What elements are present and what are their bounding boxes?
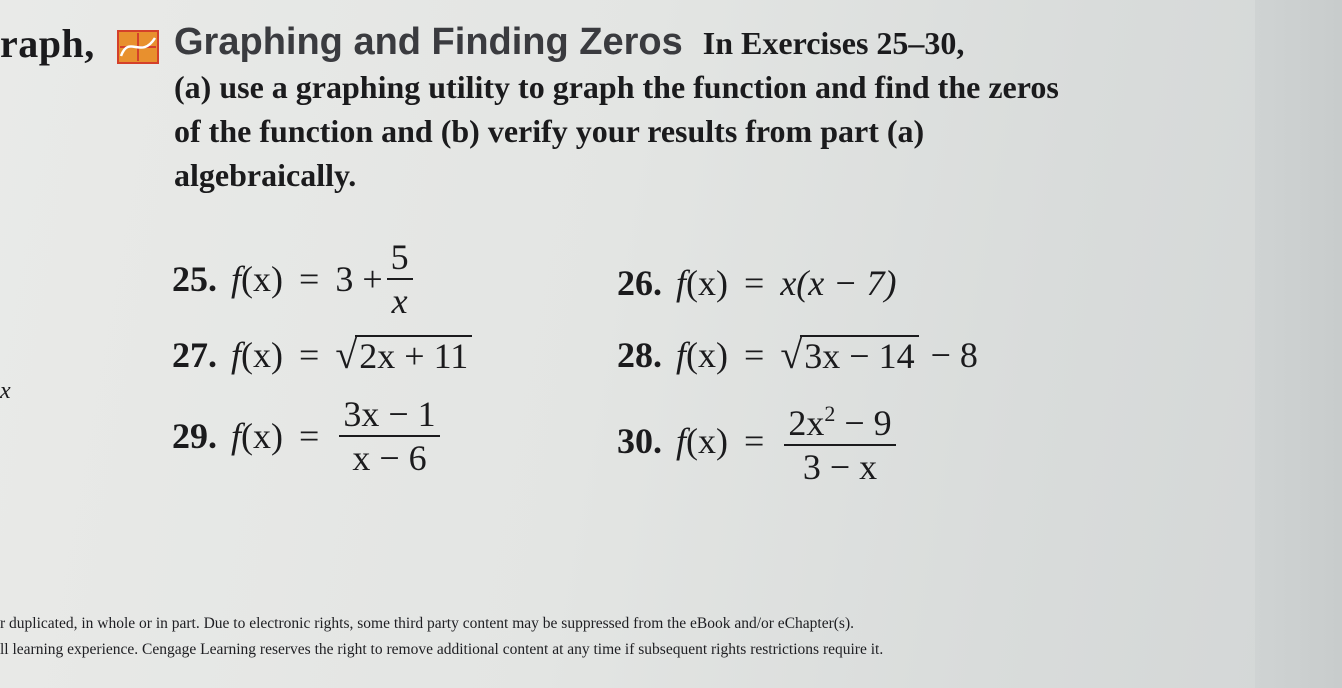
exercise-number: 29.: [172, 416, 217, 456]
trailing-term: − 8: [930, 335, 978, 375]
radical-sign: √: [335, 332, 358, 377]
numerator: [784, 395, 895, 446]
function-name: f: [231, 416, 242, 456]
numerator: 5: [387, 238, 413, 280]
denominator: x − 6: [352, 438, 427, 478]
copyright-notice: [0, 611, 1255, 663]
function-argument: (x): [241, 335, 283, 375]
page-edge: [1255, 0, 1342, 688]
denominator: x: [391, 281, 408, 321]
exercise-instructions: [174, 20, 1074, 197]
exercise-25: [172, 238, 417, 320]
function-name: f: [676, 335, 687, 375]
function-name: f: [676, 420, 687, 461]
function-name: f: [231, 259, 242, 299]
margin-variable: x: [0, 378, 11, 404]
numerator: 3x − 1: [339, 395, 439, 437]
instruction-text: (a) use a graphing utility to graph the function and find the zeros of the function and (b) verify your results from part (a) algebraically.: [174, 69, 1059, 193]
equals-sign: =: [299, 259, 320, 299]
exercise-number: 28.: [617, 335, 662, 375]
equals-sign: =: [299, 335, 320, 375]
equals-sign: =: [744, 263, 765, 303]
function-argument: (x): [241, 259, 283, 299]
function-argument: (x): [686, 335, 728, 375]
exercise-range: In Exercises 25–30,: [702, 25, 965, 61]
margin-text: raph,: [0, 21, 95, 66]
exercise-27: [172, 334, 472, 376]
radical-sign: √: [780, 332, 803, 377]
exponent: 2: [824, 401, 836, 426]
square-root: [335, 332, 472, 377]
copyright-line-2: ll learning experience. Cengage Learning reserves the right to remove additional content at any time if subsequent rights restrictions require it.: [0, 641, 884, 658]
function-name: f: [231, 335, 242, 375]
square-root: [780, 332, 918, 377]
function-argument: (x): [241, 416, 283, 456]
exercise-number: 27.: [172, 335, 217, 375]
function-name: f: [676, 263, 687, 303]
equals-sign: =: [744, 335, 765, 375]
exercise-29: [172, 395, 444, 477]
fraction: [387, 238, 413, 320]
exercise-26: [617, 262, 897, 304]
equals-sign: =: [744, 420, 765, 461]
denominator: 3 − x: [802, 447, 878, 487]
numerator-rest: − 9: [844, 403, 892, 443]
function-argument: (x): [686, 263, 728, 303]
exercise-30: [617, 395, 900, 486]
section-title: Graphing and Finding Zeros: [174, 21, 683, 63]
fraction: [339, 395, 439, 477]
constant-term: 3 +: [335, 259, 383, 299]
fraction: [784, 395, 895, 486]
function-expression: x(x − 7): [780, 263, 897, 303]
exercise-number: 25.: [172, 259, 217, 299]
function-argument: (x): [686, 420, 728, 461]
radicand: 2x + 11: [355, 335, 472, 375]
equals-sign: =: [299, 416, 320, 456]
radicand: 3x − 14: [800, 335, 918, 375]
copyright-line-1: r duplicated, in whole or in part. Due to electronic rights, some third party content may be suppressed from the eBook and/or eChapter(s).: [0, 615, 854, 632]
exercise-28: [617, 334, 978, 376]
numerator-base: 2x: [788, 403, 825, 443]
graphing-calculator-icon: [117, 30, 159, 64]
exercise-number: 30.: [617, 420, 662, 461]
exercise-number: 26.: [617, 263, 662, 303]
